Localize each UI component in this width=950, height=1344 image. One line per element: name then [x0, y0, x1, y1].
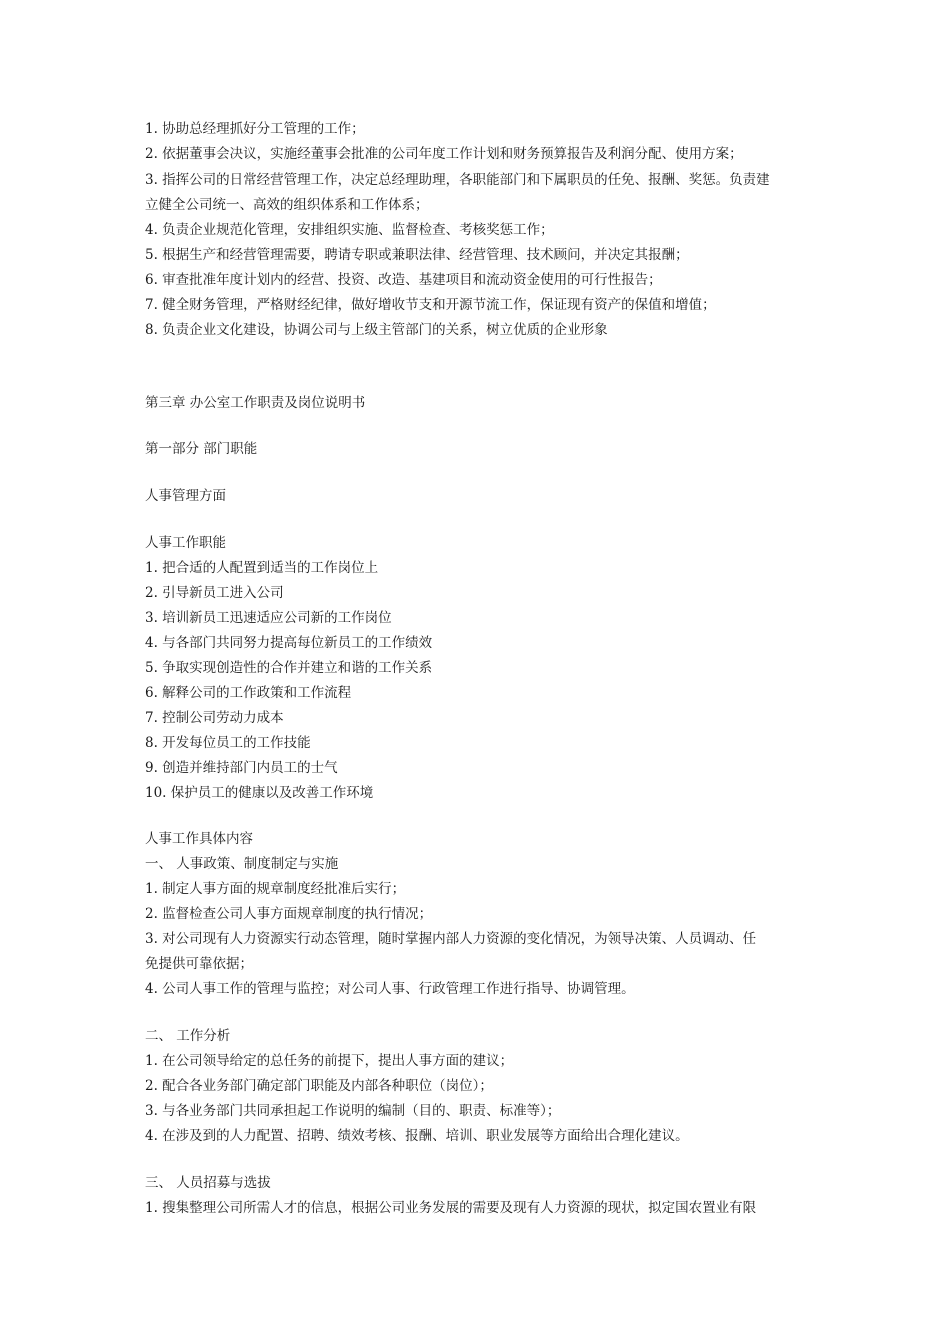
hr-function-item: 8. 开发每位员工的工作技能 [145, 735, 311, 751]
intro-item: 1. 协助总经理抓好分工管理的工作； [145, 121, 365, 137]
intro-item: 5. 根据生产和经营管理需要，聘请专职或兼职法律、经营管理、技术顾问，并决定其报酬； [145, 247, 689, 263]
hr-function-item: 2. 引导新员工进入公司 [145, 585, 284, 601]
hr-function-item: 1. 把合适的人配置到适当的工作岗位上 [145, 560, 379, 576]
hr-content-heading: 人事工作具体内容 [145, 831, 253, 847]
intro-item: 6. 审查批准年度计划内的经营、投资、改造、基建项目和流动资金使用的可行性报告； [145, 272, 662, 288]
hr-function-item: 7. 控制公司劳动力成本 [145, 710, 284, 726]
part-title: 第一部分 部门职能 [145, 441, 258, 457]
hr-content-item: 3. 对公司现有人力资源实行动态管理，随时掌握内部人力资源的变化情况，为领导决策、人员调动、任 [145, 931, 757, 947]
intro-item-continuation: 立健全公司统一、高效的组织体系和工作体系； [145, 197, 429, 213]
hr-content-item: 1. 在公司领导给定的总任务的前提下，提出人事方面的建议； [145, 1053, 514, 1069]
hr-subsection-title: 一、 人事政策、制度制定与实施 [145, 856, 339, 872]
hr-content-item: 2. 配合各业务部门确定部门职能及内部各种职位（岗位）； [145, 1078, 493, 1094]
hr-subsection-title: 三、 人员招募与选拔 [145, 1175, 271, 1191]
hr-function-item: 5. 争取实现创造性的合作并建立和谐的工作关系 [145, 660, 433, 676]
intro-item: 2. 依据董事会决议，实施经董事会批准的公司年度工作计划和财务预算报告及利润分配、使用方案； [145, 146, 743, 162]
hr-content-item-continuation: 免提供可靠依据； [145, 956, 253, 972]
chapter-title: 第三章 办公室工作职责及岗位说明书 [145, 395, 366, 411]
hr-subsection-title: 二、 工作分析 [145, 1028, 231, 1044]
intro-item: 4. 负责企业规范化管理，安排组织实施、监督检查、考核奖惩工作； [145, 222, 554, 238]
hr-content-item: 3. 与各业务部门共同承担起工作说明的编制（目的、职责、标准等）； [145, 1103, 561, 1119]
hr-content-item: 2. 监督检查公司人事方面规章制度的执行情况； [145, 906, 433, 922]
hr-function-item: 4. 与各部门共同努力提高每位新员工的工作绩效 [145, 635, 433, 651]
hr-function-item: 3. 培训新员工迅速适应公司新的工作岗位 [145, 610, 392, 626]
hr-content-item: 4. 在涉及到的人力配置、招聘、绩效考核、报酬、培训、职业发展等方面给出合理化建议。 [145, 1128, 689, 1144]
hr-content-item: 1. 制定人事方面的规章制度经批准后实行； [145, 881, 406, 897]
intro-item: 8. 负责企业文化建设，协调公司与上级主管部门的关系，树立优质的企业形象 [145, 322, 608, 338]
intro-item: 7. 健全财务管理，严格财经纪律，做好增收节支和开源节流工作，保证现有资产的保值和增值； [145, 297, 716, 313]
hr-function-item: 10. 保护员工的健康以及改善工作环境 [145, 785, 374, 801]
hr-content-item: 1. 搜集整理公司所需人才的信息，根据公司业务发展的需要及现有人力资源的现状，拟定国农置业有限 [145, 1200, 757, 1216]
intro-item: 3. 指挥公司的日常经营管理工作，决定总经理助理，各职能部门和下属职员的任免、报酬、奖惩。负责建 [145, 172, 770, 188]
section-title: 人事管理方面 [145, 488, 226, 504]
hr-function-item: 6. 解释公司的工作政策和工作流程 [145, 685, 352, 701]
hr-functions-heading: 人事工作职能 [145, 535, 226, 551]
hr-function-item: 9. 创造并维持部门内员工的士气 [145, 760, 338, 776]
hr-content-item: 4. 公司人事工作的管理与监控；对公司人事、行政管理工作进行指导、协调管理。 [145, 981, 635, 997]
